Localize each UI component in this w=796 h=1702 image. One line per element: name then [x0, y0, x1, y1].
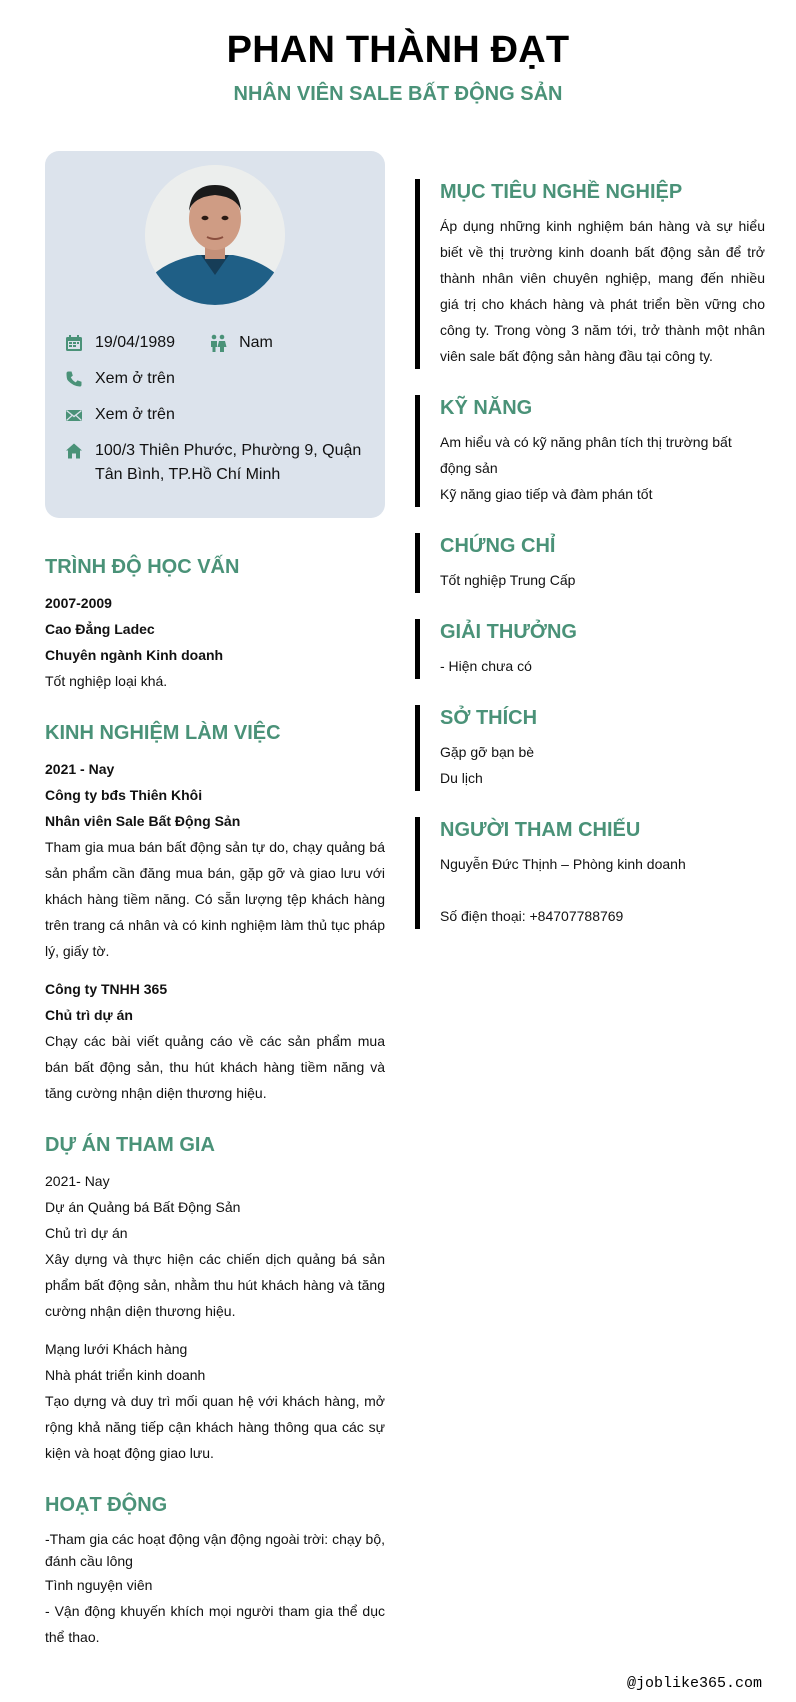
awards-title: GIẢI THƯỞNG — [440, 621, 577, 643]
objective-section — [415, 179, 765, 369]
objective-title: MỤC TIÊU NGHỀ NGHIỆP — [440, 181, 683, 203]
projects-section — [45, 1168, 385, 1466]
home-icon — [65, 442, 83, 460]
projects-title: DỰ ÁN THAM GIA — [45, 1134, 215, 1156]
objective-text: Áp dụng những kinh nghiệm bán hàng và sự hiểu biết về thị trường kinh doanh bất động sản để trở thành nhân viên chuyên nghiệp, mang đến nhiều giá trị cho khách hàng và phát triển bền vững cho công ty. Trong vòng 3 năm tới, trở thành một nhân viên sale bất động sản hàng đầu tại công ty. — [440, 218, 765, 364]
project-role: Nhà phát triển kinh doanh — [45, 1367, 206, 1383]
left-column — [45, 151, 385, 1650]
experience-desc: Tham gia mua bán bất động sản tự do, chạy quảng bá sản phẩm cần đăng mua bán, gặp gỡ và giao lưu với khách hàng tiềm năng. Có sẵn lượng tệp khách hàng trên trang cá nhân và có kinh nghiệm làm thủ tục pháp lý, giấy tờ. — [45, 839, 385, 959]
contact-row-email — [65, 403, 365, 427]
education-major: Chuyên ngành Kinh doanh — [45, 647, 224, 663]
experience-period: 2021 - Nay — [45, 761, 115, 777]
experience-desc: Chạy các bài viết quảng cáo về các sản phẩm mua bán bất động sản, thu hút khách hàng tiềm năng và tăng cường nhận diện thương hiệu. — [45, 1033, 385, 1101]
profile-box — [45, 151, 385, 518]
project-desc: Tạo dựng và duy trì mối quan hệ với khách hàng, mở rộng khả năng tiếp cận khách hàng thông qua các sự kiện và hoạt động giao lưu. — [45, 1393, 385, 1461]
references-title: NGƯỜI THAM CHIẾU — [440, 819, 641, 841]
email-value: Xem ở trên — [95, 406, 175, 423]
project-desc: Xây dựng và thực hiện các chiến dịch quảng bá sản phẩm bất động sản, nhằm thu hút khách hàng và tăng cường nhận diện thương hiệu. — [45, 1251, 385, 1319]
project-name: Dự án Quảng bá Bất Động Sản — [45, 1199, 241, 1215]
certificates-title: CHỨNG CHỈ — [440, 535, 556, 557]
awards-section — [415, 619, 765, 679]
candidate-position: NHÂN VIÊN SALE BẤT ĐỘNG SẢN — [233, 83, 563, 105]
project-period: 2021- Nay — [45, 1173, 110, 1189]
avatar — [145, 165, 285, 305]
activities-section — [45, 1528, 385, 1650]
project-item — [45, 1168, 385, 1324]
education-note: Tốt nghiệp loại khá. — [45, 673, 168, 689]
education-title: TRÌNH ĐỘ HỌC VẤN — [45, 556, 240, 578]
gender-value: Nam — [239, 334, 273, 351]
experience-role: Nhân viên Sale Bất Động Sản — [45, 813, 241, 829]
experience-title: KINH NGHIỆM LÀM VIỆC — [45, 722, 281, 744]
education-school: Cao Đẳng Ladec — [45, 621, 155, 637]
hobbies-section — [415, 705, 765, 791]
project-item — [45, 1336, 385, 1466]
phone-value: Xem ở trên — [95, 370, 175, 387]
experience-role: Chủ trì dự án — [45, 1007, 133, 1023]
experience-company: Công ty bđs Thiên Khôi — [45, 787, 203, 803]
candidate-name: PHAN THÀNH ĐẠT — [226, 29, 570, 71]
education-period: 2007-2009 — [45, 595, 112, 611]
hobby-item: Du lịch — [440, 770, 483, 786]
skill-item: Kỹ năng giao tiếp và đàm phán tốt — [440, 486, 653, 502]
address-value: 100/3 Thiên Phước, Phường 9, Quận Tân Bình, TP.Hồ Chí Minh — [95, 442, 362, 483]
experience-company: Công ty TNHH 365 — [45, 981, 168, 997]
phone-icon — [65, 370, 83, 388]
calendar-icon — [65, 334, 83, 352]
certificate-item: Tốt nghiệp Trung Cấp — [440, 572, 576, 588]
skills-section — [415, 395, 765, 507]
contact-row-phone — [65, 367, 365, 391]
project-role: Chủ trì dự án — [45, 1225, 128, 1241]
project-name: Mạng lưới Khách hàng — [45, 1341, 188, 1357]
right-column — [415, 151, 765, 955]
experience-section — [45, 756, 385, 1106]
certificates-section — [415, 533, 765, 593]
education-section — [45, 590, 385, 694]
skill-item: Am hiểu và có kỹ năng phân tích thị trường bất động sản — [440, 434, 732, 476]
people-icon — [209, 334, 227, 352]
experience-item — [45, 976, 385, 1106]
contact-row-birthday-gender — [65, 331, 365, 355]
reference-phone: Số điện thoại: +84707788769 — [440, 908, 624, 924]
activity-line: Tình nguyện viên — [45, 1577, 153, 1593]
award-item: - Hiện chưa có — [440, 658, 532, 674]
experience-item — [45, 756, 385, 964]
activities-title: HOẠT ĐỘNG — [45, 1494, 168, 1516]
envelope-icon — [65, 406, 83, 424]
activity-line: - Vận động khuyến khích mọi người tham gia thể dục thể thao. — [45, 1603, 385, 1645]
references-section — [415, 817, 765, 929]
activity-line: -Tham gia các hoạt động vận động ngoài trời: chạy bộ, đánh cầu lông — [45, 1531, 385, 1569]
hobbies-title: SỞ THÍCH — [440, 707, 538, 729]
contact-row-address — [65, 439, 365, 487]
reference-name: Nguyễn Đức Thịnh – Phòng kinh doanh — [440, 856, 686, 872]
footer-brand: @joblike365.com — [626, 1675, 762, 1692]
cv-header — [0, 0, 796, 135]
birthday-value: 19/04/1989 — [95, 334, 176, 351]
contact-list — [65, 331, 365, 487]
hobby-item: Gặp gỡ bạn bè — [440, 744, 535, 760]
skills-title: KỸ NĂNG — [440, 397, 533, 419]
